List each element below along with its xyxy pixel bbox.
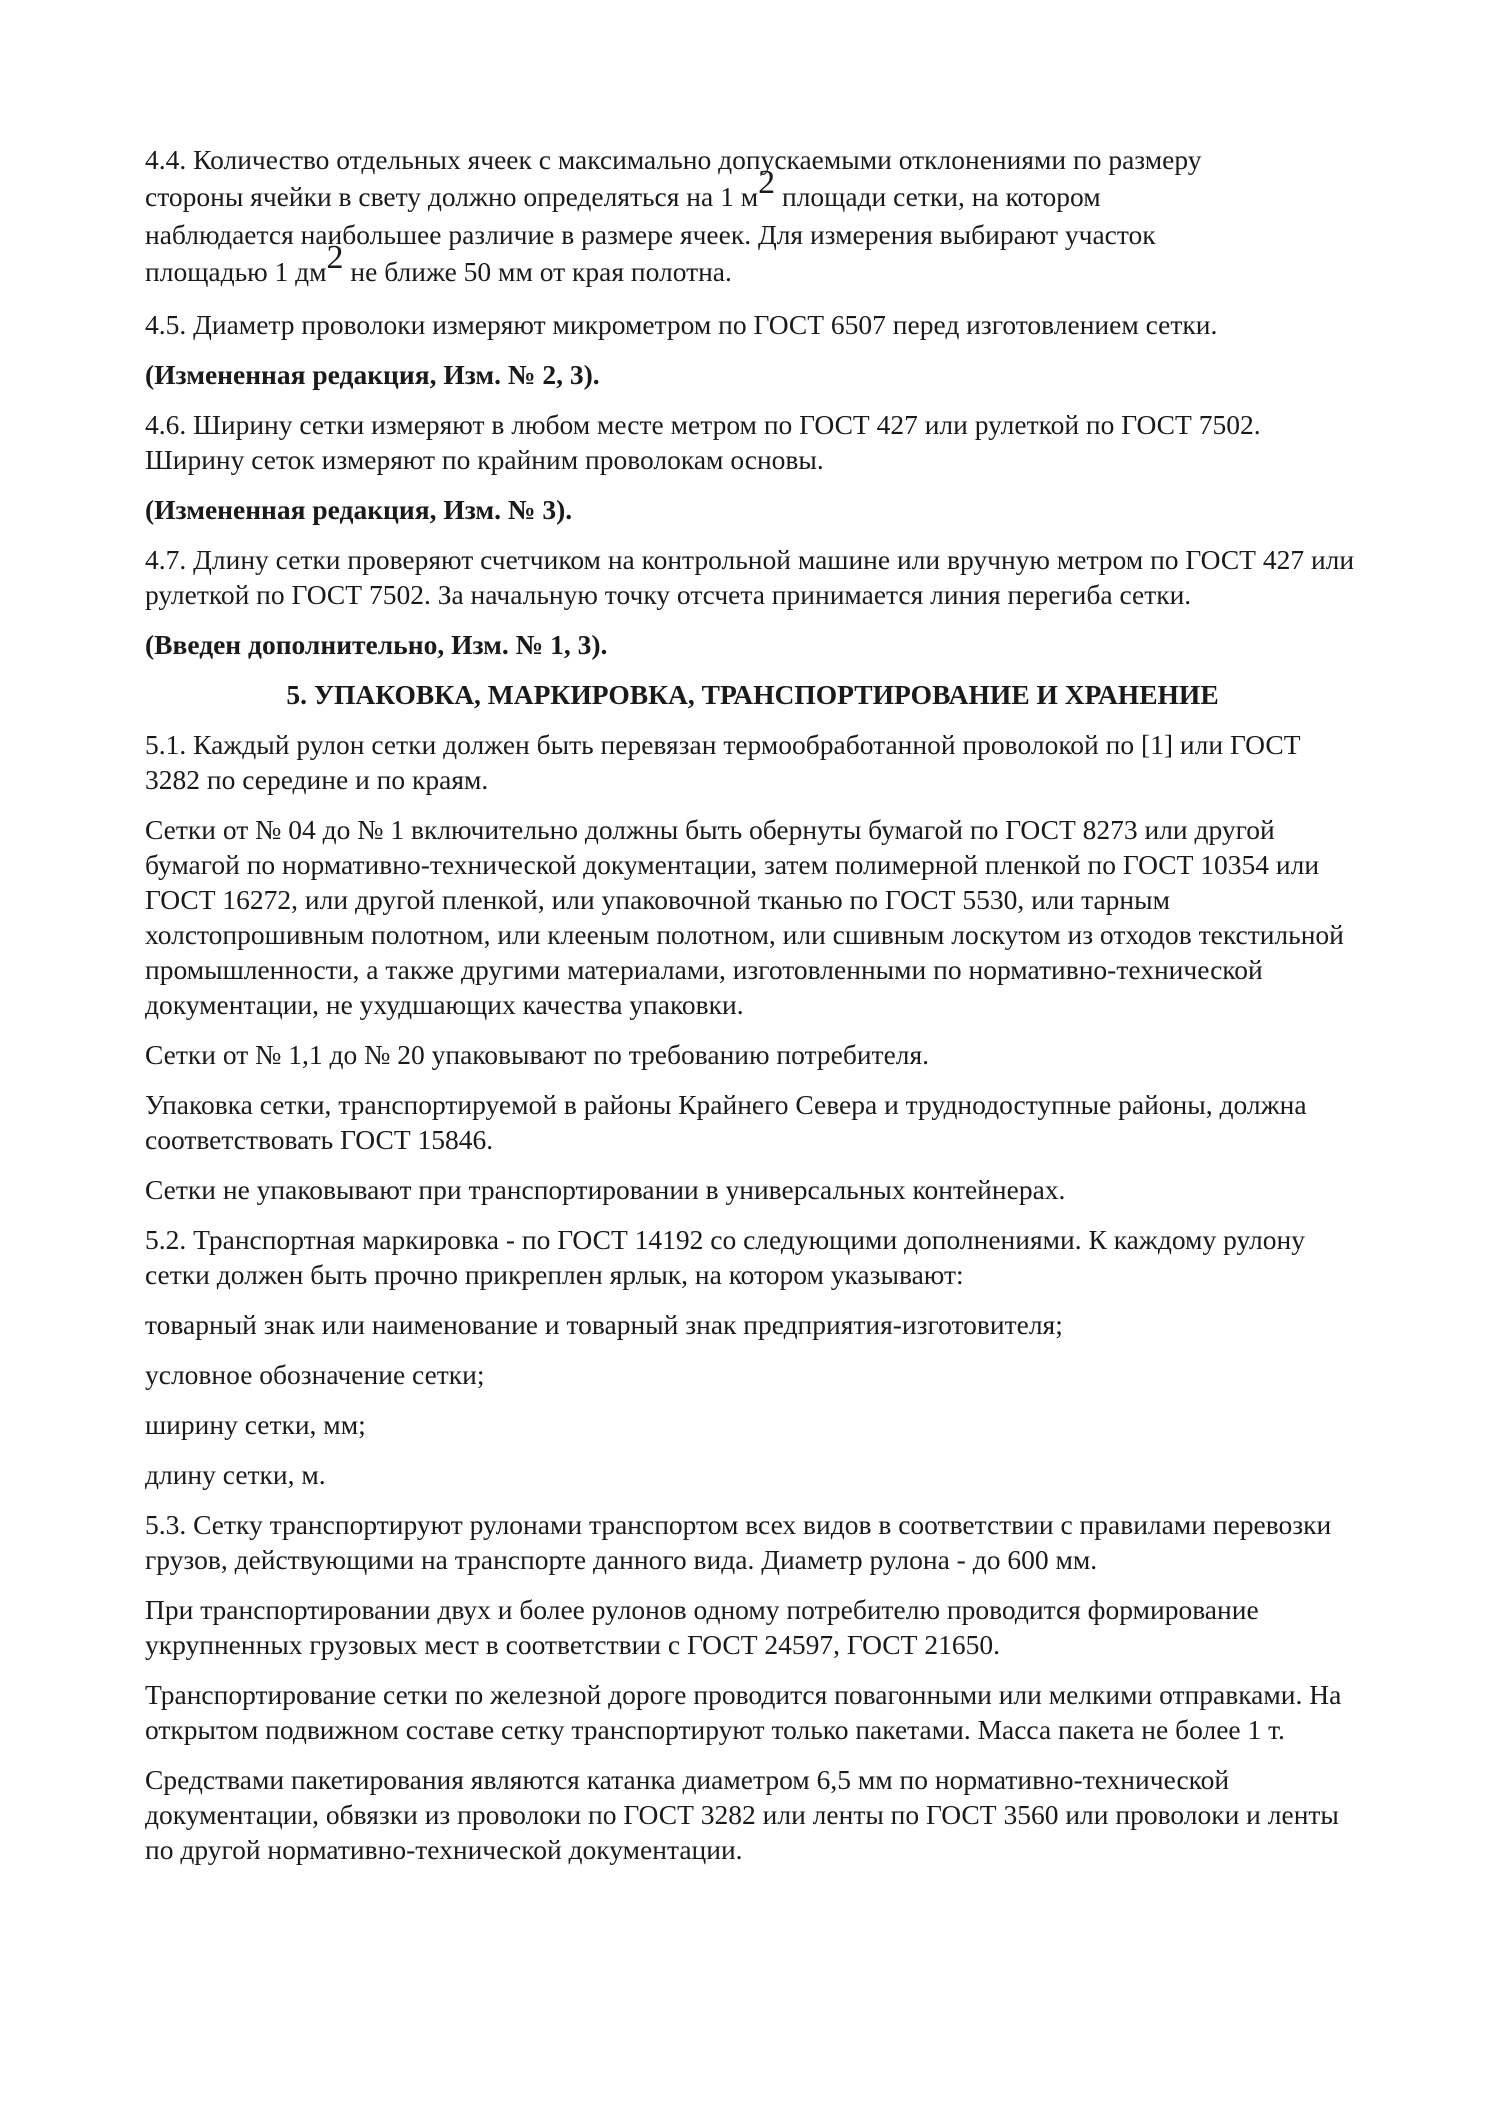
amendment-note-1: (Измененная редакция, Изм. № 2, 3). bbox=[145, 359, 600, 390]
list-item: товарный знак или наименование и товарный знак предприятия-изготовителя; bbox=[145, 1309, 1063, 1340]
text: площадью 1 дм bbox=[145, 256, 327, 287]
amendment-note-2: (Измененная редакция, Изм. № 3). bbox=[145, 494, 573, 525]
superscript: 2 bbox=[758, 164, 776, 202]
paragraph-5-1-packaging: Сетки от № 04 до № 1 включительно должны быть обернуты бумагой по ГОСТ 8273 или другой бумагой по нормативно-технической документации, затем полимерной пленкой по ГОСТ 10354 или ГОСТ 16272, или другой пленкой, или упаковочной тканью по ГОСТ 5530, или тарным холстопрошивным полотном, или клееным полотном, или сшивным лоскутом из отходов текстильной промышленности, а также другими материалами, изготовленными по нормативно-технической документации, не ухудшающих качества упаковки. bbox=[145, 814, 1344, 1020]
text: площади сетки, на котором bbox=[775, 181, 1101, 212]
paragraph-4-5: 4.5. Диаметр проволоки измеряют микрометром по ГОСТ 6507 перед изготовлением сетки. bbox=[145, 309, 1218, 340]
paragraph-5-3-packeting: Средствами пакетирования являются катанка диаметром 6,5 мм по нормативно-технической документации, обвязки из проволоки по ГОСТ 3282 или ленты по ГОСТ 3560 или проволоки и ленты по другой нормативно-технической документации. bbox=[145, 1764, 1339, 1865]
amendment-note-3: (Введен дополнительно, Изм. № 1, 3). bbox=[145, 629, 608, 660]
paragraph-4-6: 4.6. Ширину сетки измеряют в любом месте метром по ГОСТ 427 или рулеткой по ГОСТ 7502. Ширину сеток измеряют по крайним проволокам основы. bbox=[145, 409, 1261, 475]
paragraph-5-2: 5.2. Транспортная маркировка - по ГОСТ 14192 со следующими дополнениями. К каждому рулону сетки должен быть прочно прикреплен ярлык, на котором указывают: bbox=[145, 1224, 1305, 1290]
text: 4.4. Количество отдельных ячеек с максимально допускаемыми отклонениями по размеру bbox=[145, 144, 1202, 175]
paragraph-5-1-containers: Сетки не упаковывают при транспортировании в универсальных контейнерах. bbox=[145, 1174, 1066, 1205]
list-item: условное обозначение сетки; bbox=[145, 1359, 485, 1390]
list-item: длину сетки, м. bbox=[145, 1459, 326, 1490]
paragraph-4-4-line-4 bbox=[145, 239, 1360, 292]
paragraph-4-7: 4.7. Длину сетки проверяют счетчиком на контрольной машине или вручную метром по ГОСТ 427 или рулеткой по ГОСТ 7502. За начальную точку отсчета принимается линия перегиба сетки. bbox=[145, 544, 1355, 610]
list-item: ширину сетки, мм; bbox=[145, 1409, 366, 1440]
paragraph-5-1: 5.1. Каждый рулон сетки должен быть перевязан термообработанной проволокой по [1] или ГОСТ 3282 по середине и по краям. bbox=[145, 729, 1301, 795]
text: стороны ячейки в свету должно определяться на 1 м bbox=[145, 181, 759, 212]
paragraph-5-1-far-north: Упаковка сетки, транспортируемой в районы Крайнего Севера и труднодоступные районы, должна соответствовать ГОСТ 15846. bbox=[145, 1089, 1307, 1155]
paragraph-5-3: 5.3. Сетку транспортируют рулонами транспортом всех видов в соответствии с правилами перевозки грузов, действующими на транспорте данного вида. Диаметр рулона - до 600 мм. bbox=[145, 1509, 1332, 1575]
text: не ближе 50 мм от края полотна. bbox=[343, 256, 732, 287]
section-5-title: 5. УПАКОВКА, МАРКИРОВКА, ТРАНСПОРТИРОВАНИЕ И ХРАНЕНИЕ bbox=[286, 679, 1219, 710]
paragraph-5-3-railway: Транспортирование сетки по железной дороге проводится повагонными или мелкими отправками. На открытом подвижном составе сетку транспортируют только пакетами. Масса пакета не более 1 т. bbox=[145, 1679, 1342, 1745]
paragraph-4-4-line-1 bbox=[145, 142, 1360, 177]
superscript: 2 bbox=[326, 239, 344, 277]
paragraph-4-4-line-2 bbox=[145, 164, 1360, 217]
paragraph-5-1-on-request: Сетки от № 1,1 до № 20 упаковывают по требованию потребителя. bbox=[145, 1039, 930, 1070]
text: наблюдается наибольшее различие в размере ячеек. Для измерения выбирают участок bbox=[145, 219, 1156, 250]
paragraph-4-4 bbox=[145, 142, 1360, 292]
paragraph-5-3-consolidation: При транспортировании двух и более рулонов одному потребителю проводится формирование укрупненных грузовых мест в соответствии с ГОСТ 24597, ГОСТ 21650. bbox=[145, 1594, 1259, 1660]
